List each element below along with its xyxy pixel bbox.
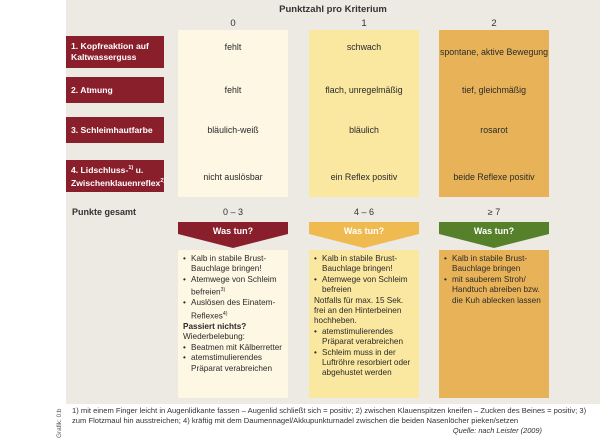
list-item: • atemstimulierendes Präparat verabreichen — [183, 353, 284, 374]
note-text: Notfalls für max. 15 Sek. frei an den Hinterbeinen hochheben. — [314, 295, 404, 326]
criterion-1-score-1: schwach — [346, 41, 382, 52]
question-text: Passiert nichts? — [183, 321, 247, 331]
banner-yellow-title: Was tun? — [343, 226, 385, 236]
list-item: • Schleim muss in der Luftröhre resorbiert oder abgehustet werden — [314, 348, 415, 379]
criterion-4-score-1: ein Reflex positiv — [330, 171, 398, 182]
action-list-mid-2 — [314, 327, 415, 379]
points-total-label: Punkte gesamt — [72, 207, 137, 217]
criterion-4-score-0: nicht auslösbar — [203, 171, 263, 182]
criterion-3-label: 3. Schleimhautfarbe — [66, 117, 164, 143]
list-item: • Auslösen des Einatem-Reflexes$^{4)}$ — [183, 298, 284, 322]
banner-red-title: Was tun? — [212, 226, 254, 236]
footnote: 1) mit einem Finger leicht in Augenlidkante fassen – Augenlid schließt sich = positiv; 2) zwischen Klauenspitzen kneifen – Zucken des Beines = positiv; 3) zum Flotzmaul hin ausstreichen; 4) kräftig mit dem Daumennagel/Akkupunkturnadel zwischen die beiden Nasenlöcher pieken/setzen — [72, 406, 587, 425]
source-citation: Quelle: nach Leister (2009) — [452, 426, 542, 435]
list-item: • Atemwege von Schleim befreien — [314, 275, 415, 296]
score-0-label: 0 — [230, 18, 236, 29]
score-1-label: 1 — [361, 18, 367, 29]
criterion-2-score-2: tief, gleichmäßig — [461, 84, 527, 95]
criterion-2-label: 2. Atmung — [66, 77, 164, 103]
action-box-mid — [309, 250, 419, 398]
list-item: • Kalb in stabile Brust-Bauchlage bringen — [444, 254, 545, 275]
action-box-high — [439, 250, 549, 398]
resuscitation-list — [183, 343, 284, 374]
banner-red — [178, 222, 288, 248]
graphic-credit: Grafik: 0:b — [56, 408, 63, 438]
range-mid: 4 – 6 — [353, 207, 375, 217]
criterion-2-score-1: flach, unregelmäßig — [325, 84, 403, 95]
resuscitation-label: Wiederbelebung: — [183, 332, 245, 342]
action-list-low — [183, 254, 284, 322]
range-low: 0 – 3 — [222, 207, 244, 217]
list-item: • Kalb in stabile Brust-Bauchlage bringen! — [183, 254, 284, 275]
banner-green-title: Was tun? — [473, 226, 515, 236]
action-list-mid — [314, 254, 415, 296]
list-item: • Beatmen mit Kälberretter — [183, 343, 284, 353]
range-high: ≥ 7 — [487, 207, 501, 217]
criterion-3-score-1: bläulich — [349, 124, 379, 135]
criterion-1-score-2: spontane, aktive Bewegung — [439, 46, 549, 57]
score-2-label: 2 — [491, 18, 497, 29]
criterion-4-label: 4. Lidschluss-$^{1)}$ u. Zwischenklauenreflex$^{2)}$ — [66, 160, 164, 192]
list-item: • mit sauberem Stroh/ Handtuch abreiben bzw. die Kuh ablecken lassen — [444, 275, 545, 306]
criterion-1-score-0: fehlt — [224, 41, 242, 52]
criterion-2-score-0: fehlt — [224, 84, 242, 95]
list-item: • Kalb in stabile Brust-Bauchlage bringen! — [314, 254, 415, 275]
criterion-3-score-2: rosarot — [480, 124, 508, 135]
banner-green — [439, 222, 549, 248]
action-box-low — [178, 250, 288, 398]
action-list-high — [444, 254, 545, 306]
criterion-1-label: 1. Kopfreaktion auf Kaltwasserguss — [66, 36, 164, 68]
list-item: • atemstimulierendes Präparat verabreichen — [314, 327, 415, 348]
score-header: Punktzahl pro Kriterium — [279, 4, 387, 15]
banner-yellow — [309, 222, 419, 248]
criterion-3-score-0: bläulich-weiß — [207, 124, 259, 135]
criterion-4-score-2: beide Reflexe positiv — [453, 171, 535, 182]
list-item: • Atemwege von Schleim befreien$^{3)}$ — [183, 275, 284, 299]
